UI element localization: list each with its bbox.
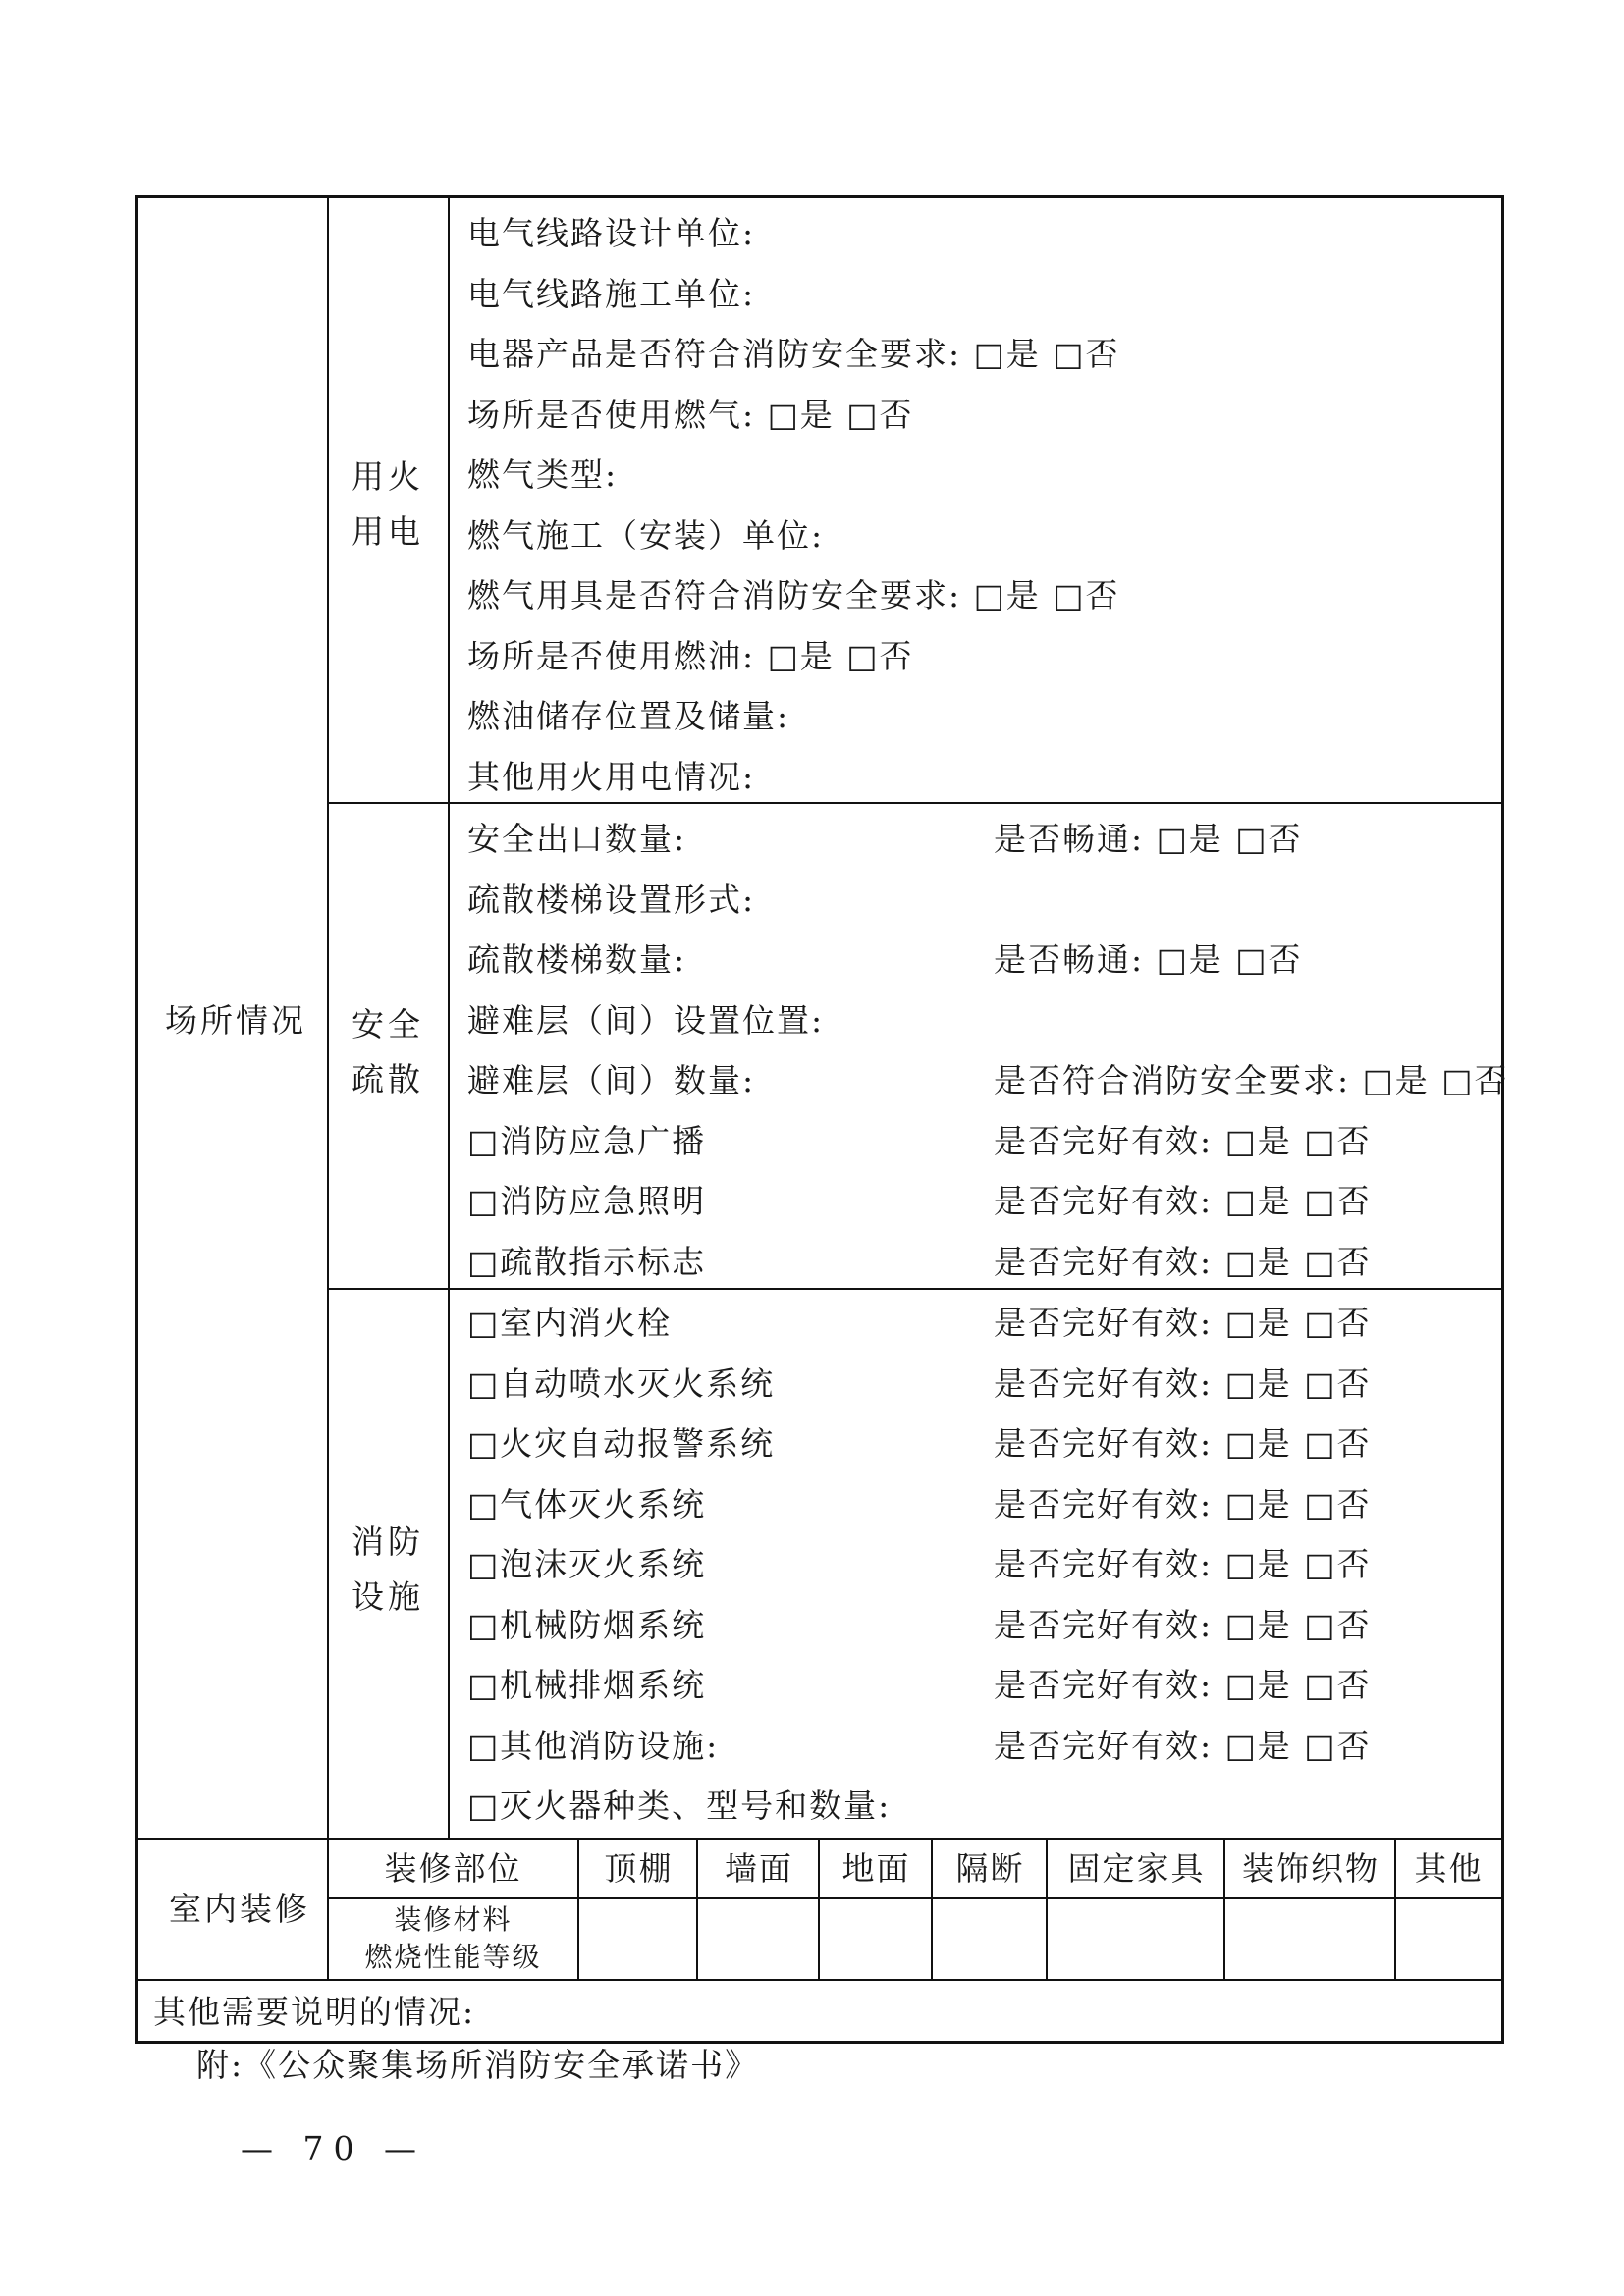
evacuation-row-right: 是否畅通: □是 □否 — [994, 940, 1303, 979]
other-notes-label: 其他需要说明的情况: — [153, 1993, 476, 2031]
deco-column-header: 墙面 — [725, 1849, 793, 1888]
table-border-right — [1501, 195, 1504, 2044]
fire-electric-row: 电气线路施工单位: — [467, 275, 756, 313]
fire-electric-row: 电气线路设计单位: — [467, 214, 756, 252]
facilities-row-left: □室内消火栓 — [467, 1304, 673, 1342]
divider-v2 — [448, 195, 450, 1839]
divider-h1 — [327, 802, 1502, 804]
facilities-row-right: 是否完好有效: □是 □否 — [994, 1304, 1372, 1342]
facilities-row-left: □机械防烟系统 — [467, 1606, 707, 1644]
sub-label-facilities: 消防 设施 — [352, 1522, 424, 1616]
evacuation-row-left: 安全出口数量: — [467, 820, 687, 858]
divider-h2 — [327, 1288, 1502, 1290]
facilities-row-left: □火灾自动报警系统 — [467, 1424, 776, 1463]
evacuation-row-left: □消防应急广播 — [467, 1122, 707, 1160]
facilities-row-left: □机械排烟系统 — [467, 1666, 707, 1704]
evacuation-row-left: 避难层（间）数量: — [467, 1061, 756, 1099]
fire-electric-row: 电器产品是否符合消防安全要求: □是 □否 — [467, 335, 1120, 373]
divider-h4 — [327, 1897, 1502, 1899]
evacuation-row-right: 是否畅通: □是 □否 — [994, 820, 1303, 858]
fire-electric-row: 场所是否使用燃油: □是 □否 — [467, 637, 914, 675]
deco-column-header: 地面 — [841, 1849, 911, 1888]
facilities-row-right: 是否完好有效: □是 □否 — [994, 1666, 1372, 1704]
attachment-note: 附:《公众聚集场所消防安全承诺书》 — [196, 2046, 760, 2084]
deco-column-header: 顶棚 — [604, 1849, 674, 1888]
table-border-left — [135, 195, 138, 2044]
facilities-row-right: 是否完好有效: □是 □否 — [994, 1606, 1372, 1644]
facilities-row-left: □其他消防设施: — [467, 1727, 720, 1765]
fire-electric-row: 场所是否使用燃气: □是 □否 — [467, 396, 914, 434]
evacuation-row-right: 是否完好有效: □是 □否 — [994, 1182, 1372, 1220]
fire-electric-row: 其他用火用电情况: — [467, 758, 756, 796]
fire-electric-row: 燃油储存位置及储量: — [467, 697, 790, 735]
evacuation-row-right: 是否完好有效: □是 □否 — [994, 1243, 1372, 1281]
table-border-top — [135, 195, 1504, 198]
evacuation-row-left: 疏散楼梯数量: — [467, 940, 687, 979]
deco-column-header: 固定家具 — [1067, 1849, 1206, 1888]
facilities-row-right: 是否完好有效: □是 □否 — [994, 1485, 1372, 1523]
facilities-row-left: □自动喷水灭火系统 — [467, 1364, 776, 1403]
evacuation-row-left: 疏散楼梯设置形式: — [467, 881, 756, 919]
facilities-row-left: □气体灭火系统 — [467, 1485, 707, 1523]
facilities-row-right: 是否完好有效: □是 □否 — [994, 1364, 1372, 1403]
sub-label-fire-electric: 用火 用电 — [352, 457, 424, 551]
evacuation-row-left: □疏散指示标志 — [467, 1243, 707, 1281]
facilities-row-right: 是否完好有效: □是 □否 — [994, 1424, 1372, 1463]
divider-v1 — [327, 195, 329, 1980]
page-number: — 70 — — [241, 2129, 426, 2167]
sub-label-evacuation: 安全 疏散 — [352, 1005, 424, 1098]
fire-electric-row: 燃气用具是否符合消防安全要求: □是 □否 — [467, 576, 1120, 614]
fire-electric-row: 燃气施工（安装）单位: — [467, 516, 825, 555]
deco-header-label: 装修部位 — [384, 1849, 522, 1888]
evacuation-row-right: 是否符合消防安全要求: □是 □否 — [994, 1061, 1509, 1099]
table-border-bottom — [135, 2041, 1504, 2044]
facilities-row-left: □泡沫灭火系统 — [467, 1545, 707, 1583]
deco-column-header: 隔断 — [955, 1849, 1025, 1888]
facilities-row-left: □灭火器种类、型号和数量: — [467, 1787, 892, 1825]
evacuation-row-right: 是否完好有效: □是 □否 — [994, 1122, 1372, 1160]
evacuation-row-left: □消防应急照明 — [467, 1182, 707, 1220]
section-label-decoration: 室内装修 — [169, 1890, 310, 1928]
section-label-site: 场所情况 — [165, 1001, 306, 1040]
facilities-row-right: 是否完好有效: □是 □否 — [994, 1545, 1372, 1583]
evacuation-row-left: 避难层（间）设置位置: — [467, 1001, 825, 1040]
facilities-row-right: 是否完好有效: □是 □否 — [994, 1727, 1372, 1765]
deco-column-header: 其他 — [1414, 1849, 1484, 1888]
fire-electric-row: 燃气类型: — [467, 455, 619, 494]
deco-column-header: 装饰织物 — [1242, 1849, 1380, 1888]
deco-material-label: 装修材料 燃烧性能等级 — [364, 1903, 542, 1973]
